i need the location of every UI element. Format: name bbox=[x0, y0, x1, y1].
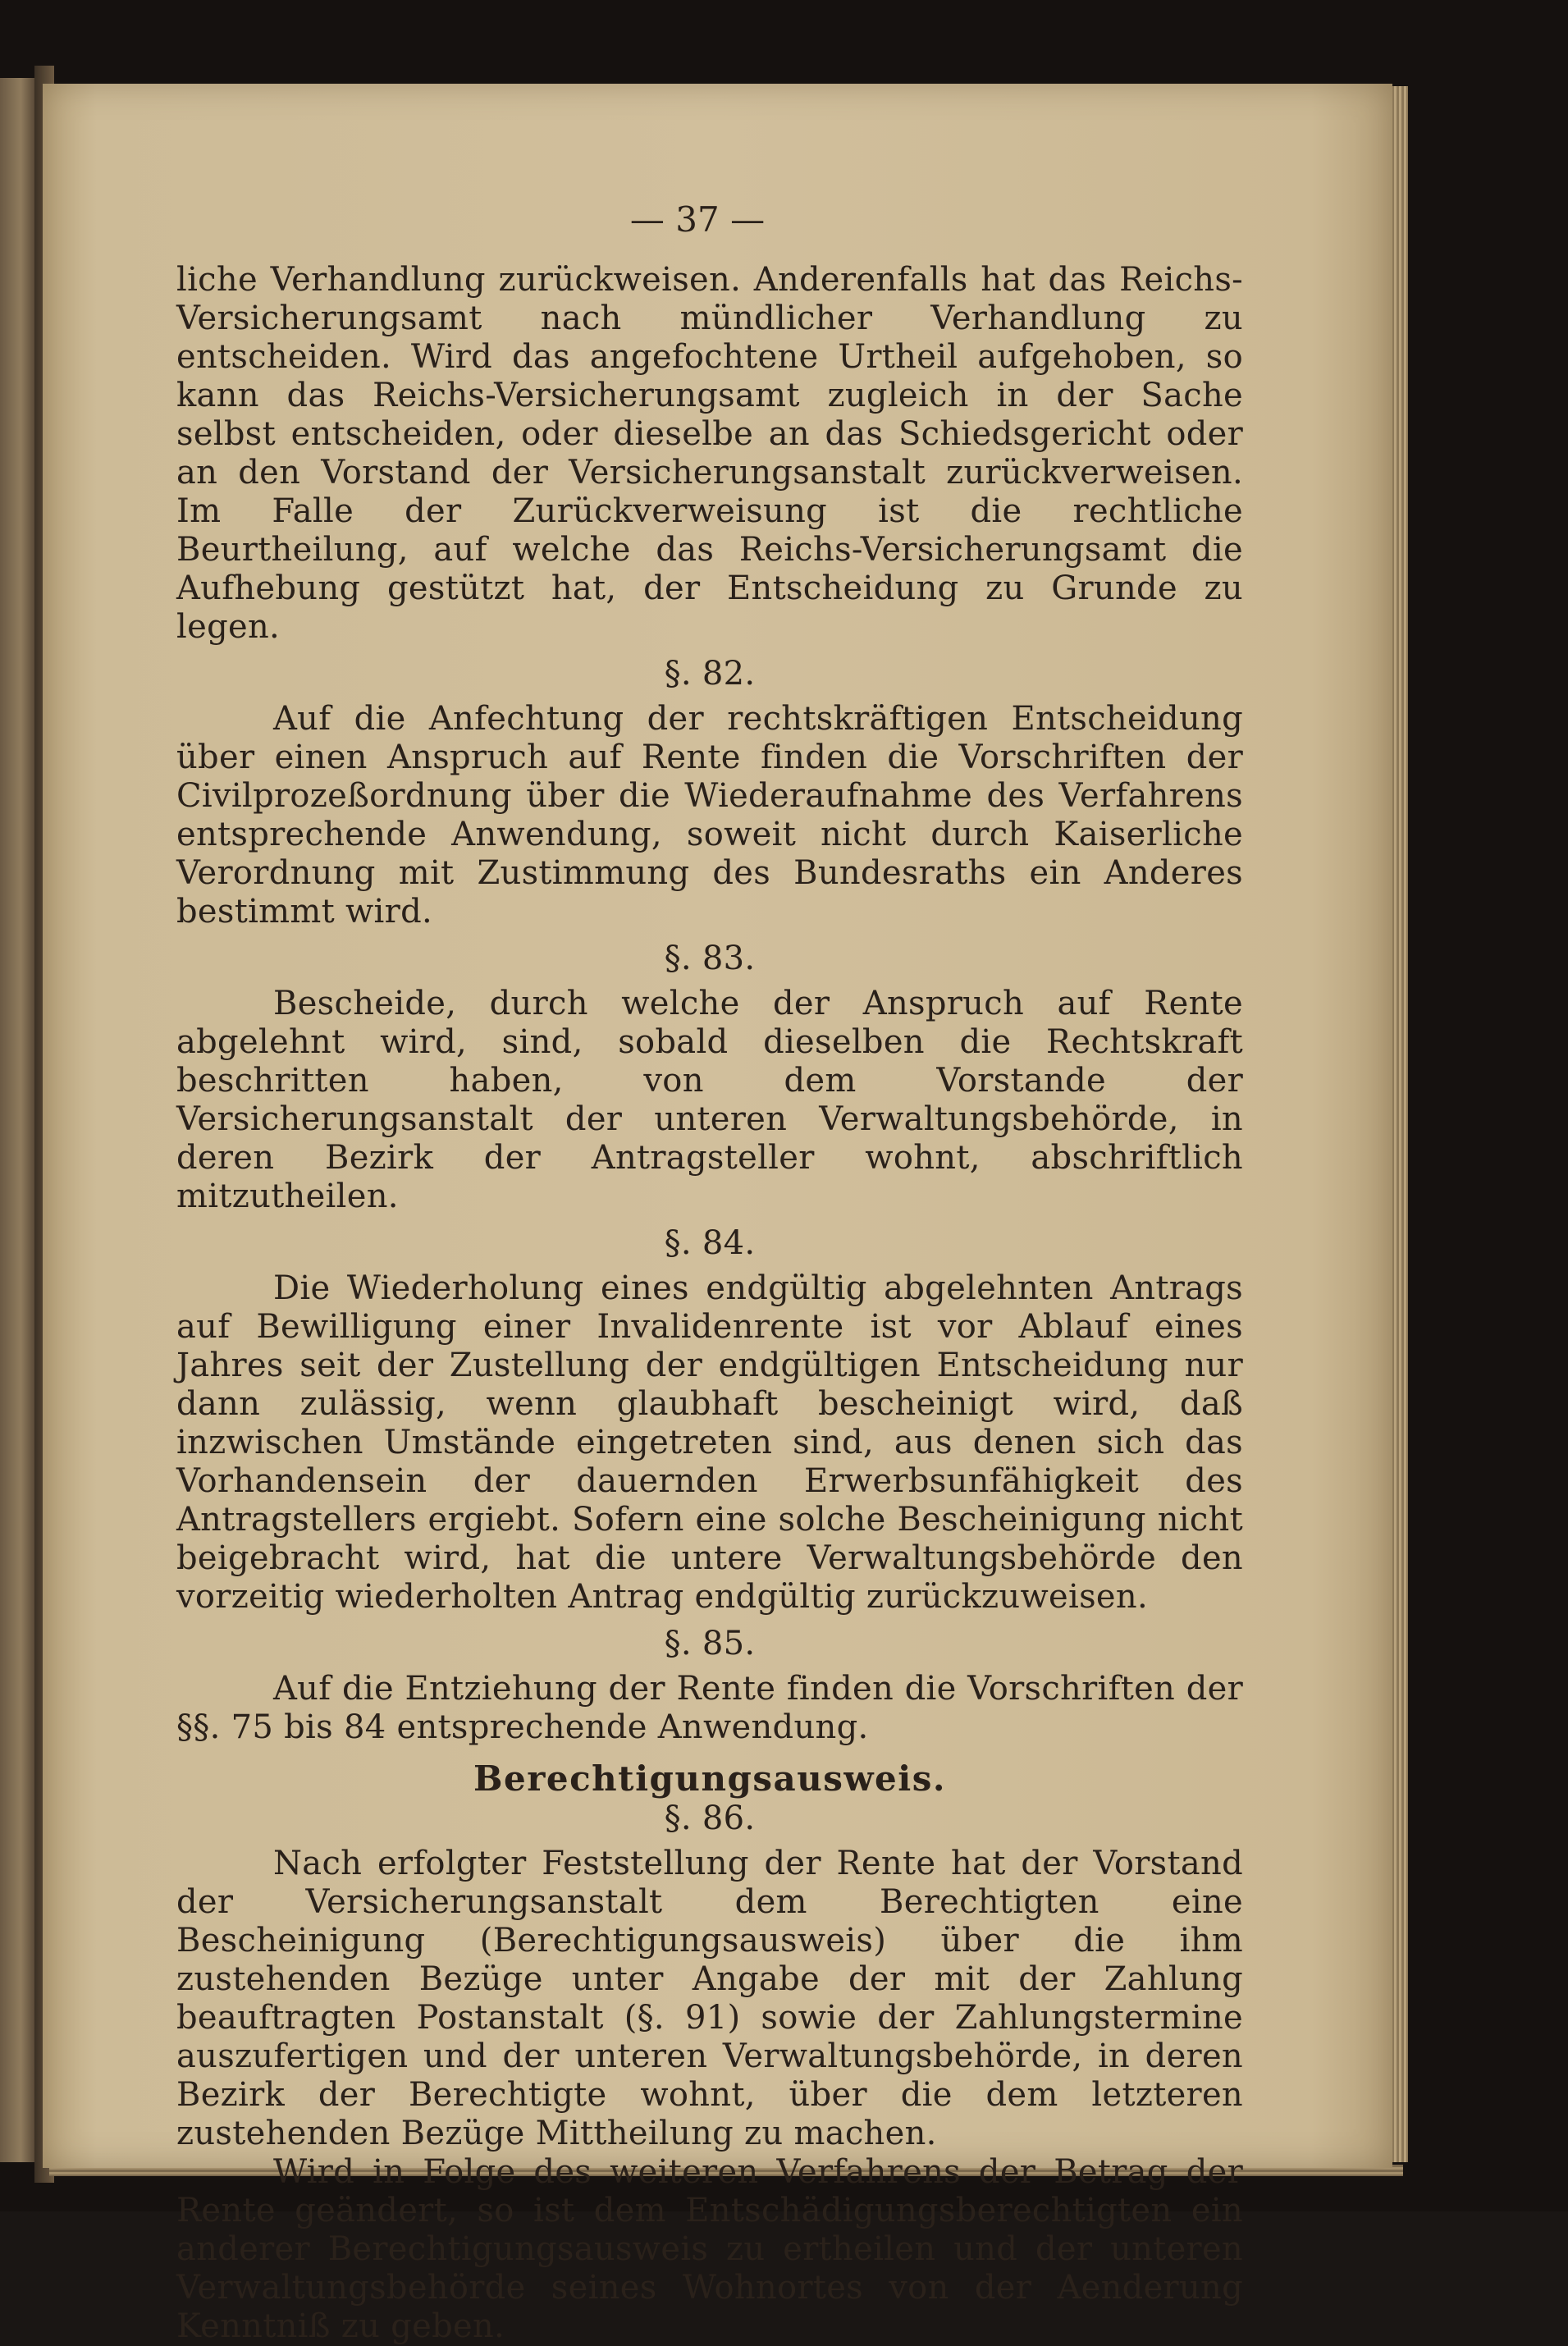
page-number: — 37 — bbox=[629, 199, 766, 240]
section-number-85: §. 85. bbox=[664, 1625, 756, 1662]
section-number-82: §. 82. bbox=[664, 655, 756, 693]
section-number-84: §. 84. bbox=[664, 1224, 756, 1262]
section-number-83: §. 83. bbox=[664, 940, 756, 977]
paragraph-83: Bescheide, durch welche der Anspruch auf Rente abgelehnt wird, sind, sobald dieselben die Rechtskraft beschritten haben, von dem Vorstande der Versicherungsanstalt der unteren Verwaltungsbehörde, in deren Bezirk der Antragsteller wohnt, abschriftlich mitzutheilen. bbox=[176, 985, 1243, 1215]
section-number-86: §. 86. bbox=[664, 1800, 756, 1837]
page-text bbox=[176, 197, 1243, 2346]
paragraph-84: Die Wiederholung eines endgültig abgelehnten Antrags auf Bewilligung einer Invalidenrente ist vor Ablauf eines Jahres seit der Zustellung der endgültigen Entscheidung nur dann zulässig, wenn glaubhaft bescheinigt wird, daß inzwischen Umstände eingetreten sind, aus denen sich das Vorhandensein der dauernden Erwerbsunfähigkeit des Antragstellers ergiebt. Sofern eine solche Bescheinigung nicht beigebracht wird, hat die untere Verwaltungsbehörde den vorzeitig wiederholten Antrag endgültig zurückzuweisen. bbox=[176, 1269, 1243, 1616]
paragraph-82: Auf die Anfechtung der rechtskräftigen Entscheidung über einen Anspruch auf Rente finden die Vorschriften der Civilprozeßordnung über die Wiederaufnahme des Verfahrens entsprechende Anwendung, soweit nicht durch Kaiserliche Verordnung mit Zustimmung des Bundesraths ein Anderes bestimmt wird. bbox=[176, 700, 1243, 931]
paragraph-86-first: Nach erfolgter Feststellung der Rente hat der Vorstand der Versicherungsanstalt dem Berechtigten eine Bescheinigung (Berechtigungsausweis) über die ihm zustehenden Bezüge unter Angabe der mit der Zahlung beauftragten Postanstalt (§. 91) sowie der Zahlungstermine auszufertigen und der unteren Verwaltungsbehörde, in deren Bezirk der Berechtigte wohnt, über die dem letzteren zustehenden Bezüge Mittheilung zu machen. bbox=[176, 1845, 1243, 2152]
section-heading: Berechtigungsausweis. bbox=[473, 1758, 946, 1799]
previous-page-edge bbox=[0, 78, 34, 2162]
paragraph-continued: liche Verhandlung zurückweisen. Anderenfalls hat das Reichs-Versicherungsamt nach mündlicher Verhandlung zu entscheiden. Wird das angefochtene Urtheil aufgehoben, so kann das Reichs-Versicherungsamt zugleich in der Sache selbst entscheiden, oder dieselbe an das Schiedsgericht oder an den Vorstand der Versicherungsanstalt zurückverweisen. Im Falle der Zurückverweisung ist die rechtliche Beurtheilung, auf welche das Reichs-Versicherungsamt die Aufhebung gestützt hat, der Entscheidung zu Grunde zu legen. bbox=[176, 261, 1243, 646]
paragraph-86-second: Wird in Folge des weiteren Verfahrens der Betrag der Rente geändert, so ist dem Entschädigungsberechtigten ein anderer Berechtigungsausweis zu ertheilen und der unteren Verwaltungsbehörde seines Wohnortes von der Aenderung Kenntniß zu geben. bbox=[176, 2153, 1243, 2345]
paragraph-85: Auf die Entziehung der Rente finden die Vorschriften der §§. 75 bis 84 entsprechende Anwendung. bbox=[176, 1670, 1243, 1746]
